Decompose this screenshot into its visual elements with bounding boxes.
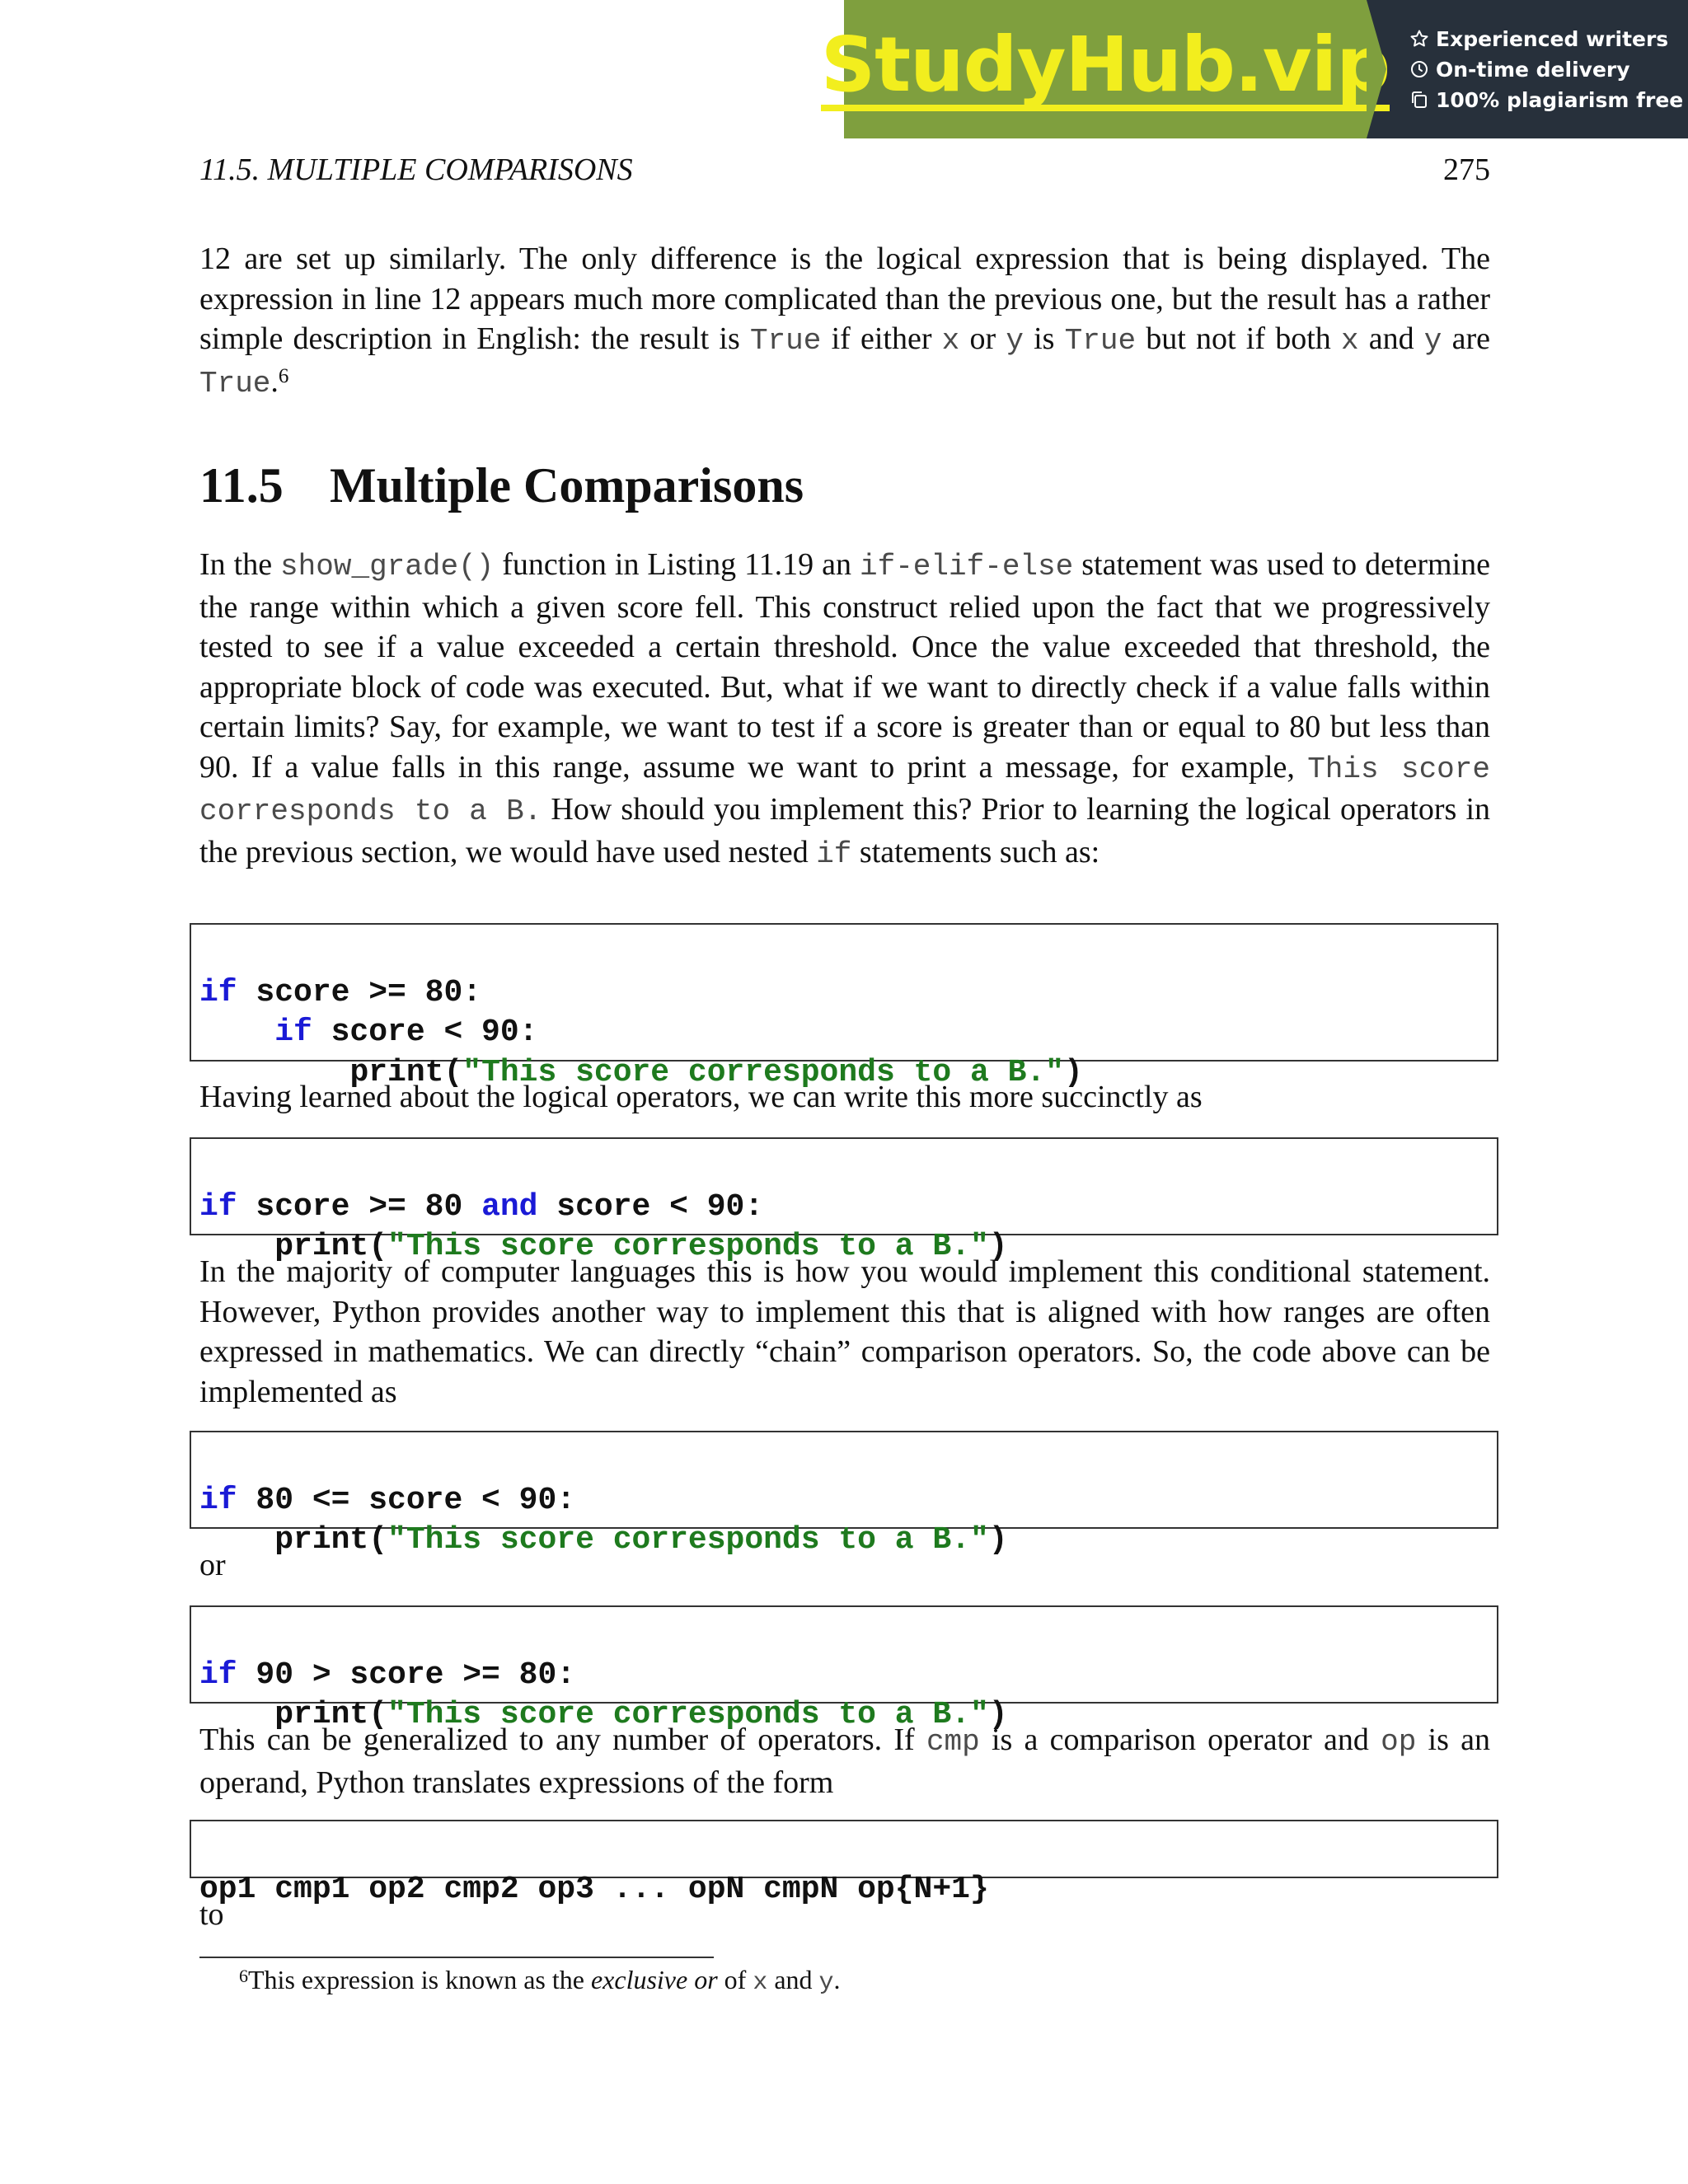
code-text: score >= 80	[237, 1188, 482, 1225]
text-run: This expression is known as the	[248, 1965, 591, 1994]
text-run: statement was used to determine the range within which a given score fell. This construct relied upon the fact that we progressively tested to see if a value exceeded a certain threshold. Once the value exceeded that threshold, the appropriate block of code was executed. But, what if we want to directly check if a value falls within certain limits? Say, for example, we want to test if a score is greater than or equal to 80 but less than 90. If a value falls in this range, assume we want to print a message, for example,	[199, 547, 1490, 785]
code-string: "This score corresponds to a B."	[387, 1522, 989, 1558]
feature-label: Experienced writers	[1436, 26, 1669, 51]
feature-plagiarism-free	[1409, 87, 1688, 112]
copy-icon	[1409, 90, 1429, 110]
text-run: and	[767, 1965, 819, 1994]
code-line	[199, 1481, 1489, 1521]
inline-code: True	[199, 366, 271, 401]
clock-icon	[1409, 59, 1429, 79]
code-line	[199, 973, 1489, 1014]
code-string: "This score corresponds to a B."	[387, 1229, 989, 1264]
code-text: print(	[274, 1522, 388, 1558]
text-run: if either	[821, 321, 942, 356]
feature-label: 100% plagiarism free	[1436, 87, 1684, 112]
intro-paragraph	[199, 239, 1490, 404]
inline-code: True	[749, 324, 822, 358]
code-indent	[199, 1015, 274, 1050]
code-block-chained-ascending	[190, 1431, 1498, 1558]
code-keyword: if	[199, 1657, 237, 1693]
code-line	[199, 1188, 1489, 1228]
text-run: statements such as:	[851, 834, 1100, 869]
text-run: is an operand, Python translates expressions of the form	[199, 1722, 1491, 1800]
running-title: 11.5. MULTIPLE COMPARISONS	[199, 152, 633, 187]
footnote-mark: 6	[239, 1966, 248, 1986]
section-title: Multiple Comparisons	[330, 458, 804, 513]
code-keyword: if	[199, 1188, 237, 1225]
text-run: In the	[199, 547, 281, 582]
inline-code: if	[816, 837, 852, 871]
text-run: is	[1023, 321, 1065, 356]
code-text: print(	[274, 1229, 388, 1264]
inline-code: x	[1340, 324, 1359, 358]
emphasis: exclusive or	[590, 1965, 718, 1994]
text-run: 12 are set up similarly. The only difference is the logical expression that is being displayed. The expression in line 12 appears much more complicated than the previous one, but the result has a rather simple description in English: the result is	[199, 241, 1490, 356]
text-run: of	[717, 1965, 753, 1994]
code-string: "This score corresponds to a B."	[387, 1697, 989, 1732]
section-number: 11.5	[199, 458, 284, 513]
code-keyword: and	[481, 1188, 538, 1225]
code-text: 90 > score >= 80:	[237, 1657, 576, 1693]
studyhub-logo[interactable]: StudyHub.vip	[821, 27, 1390, 111]
section-heading	[199, 456, 804, 515]
star-icon	[1409, 29, 1429, 49]
paragraph-or	[199, 1545, 1490, 1586]
banner-features	[1367, 0, 1688, 138]
code-text: )	[1063, 1054, 1083, 1090]
page-number: 275	[1443, 152, 1490, 187]
code-keyword: if	[274, 1015, 312, 1050]
code-text: score >= 80:	[237, 974, 482, 1010]
code-keyword: if	[199, 1482, 237, 1518]
paragraph-succinct	[199, 1077, 1490, 1118]
footnote-reference[interactable]: 6	[278, 364, 289, 387]
banner-logo-panel[interactable]	[820, 0, 1390, 138]
inline-code: y	[818, 1969, 834, 1997]
inline-code: x	[941, 324, 960, 358]
feature-on-time-delivery	[1409, 59, 1688, 80]
text-run: but not if both	[1136, 321, 1341, 356]
paragraph-to	[199, 1895, 1490, 1935]
paragraph-generalized	[199, 1720, 1490, 1802]
text-run: Having learned about the logical operators, we can write this more succinctly as	[199, 1080, 1203, 1114]
inline-code: op	[1381, 1725, 1417, 1759]
text-run: to	[199, 1897, 224, 1932]
code-block-general-form	[190, 1820, 1498, 1907]
banner-arrow-shape	[1367, 0, 1386, 138]
code-text: score < 90:	[537, 1188, 764, 1225]
code-string: "This score corresponds to a B."	[462, 1054, 1064, 1090]
feature-experienced-writers	[1409, 26, 1688, 51]
code-text: print(	[274, 1697, 388, 1732]
text-run: .	[270, 363, 279, 399]
text-run: or	[959, 321, 1006, 356]
text-run: In the majority of computer languages this is how you would implement this conditional statement. However, Python provides another way to implement this that is aligned with how ranges are often expressed in mathematics. We can directly “chain” comparison operators. So, the code above can be implemented as	[199, 1254, 1490, 1409]
code-keyword: if	[199, 974, 237, 1010]
text-run: or	[199, 1548, 226, 1582]
text-run: and	[1358, 321, 1424, 356]
paragraph-chaining	[199, 1252, 1490, 1412]
inline-code: y	[1006, 324, 1024, 358]
text-run: are	[1442, 321, 1490, 356]
code-block-and-operator	[190, 1137, 1498, 1264]
code-text: score < 90:	[312, 1015, 538, 1050]
inline-code: y	[1423, 324, 1442, 358]
code-text: )	[988, 1522, 1008, 1558]
code-block-nested-if	[190, 923, 1498, 1090]
code-text: print(	[349, 1054, 463, 1090]
inline-code: if-elif-else	[860, 550, 1074, 583]
code-line	[199, 1013, 1489, 1053]
inline-code: True	[1064, 324, 1137, 358]
code-text: )	[988, 1229, 1008, 1264]
text-run: .	[833, 1965, 841, 1994]
inline-code: This score corresponds to a B.	[199, 752, 1490, 828]
inline-code: cmp	[926, 1725, 980, 1759]
code-text: 80 <= score < 90:	[237, 1482, 576, 1518]
code-text: op1 cmp1 op2 cmp2 op3 ... opN cmpN op{N+1}	[199, 1871, 989, 1907]
text-run: How should you implement this? Prior to learning the logical operators in the previous section, we would have used nested	[199, 792, 1491, 869]
feature-label: On-time delivery	[1436, 57, 1630, 82]
footnote-rule	[199, 1957, 714, 1958]
text-run: is a comparison operator and	[979, 1722, 1381, 1757]
code-line	[199, 1656, 1489, 1696]
paragraph-show-grade	[199, 545, 1490, 874]
text-run: This can be generalized to any number of operators. If	[199, 1722, 926, 1757]
footnote	[239, 1963, 1475, 1999]
code-text: )	[988, 1697, 1008, 1732]
text-run: function in Listing 11.19 an	[494, 547, 860, 582]
running-header	[199, 152, 1490, 188]
inline-code: x	[753, 1969, 768, 1997]
ad-banner[interactable]	[820, 0, 1688, 138]
code-block-chained-descending	[190, 1605, 1498, 1732]
inline-code: show_grade()	[280, 550, 495, 583]
